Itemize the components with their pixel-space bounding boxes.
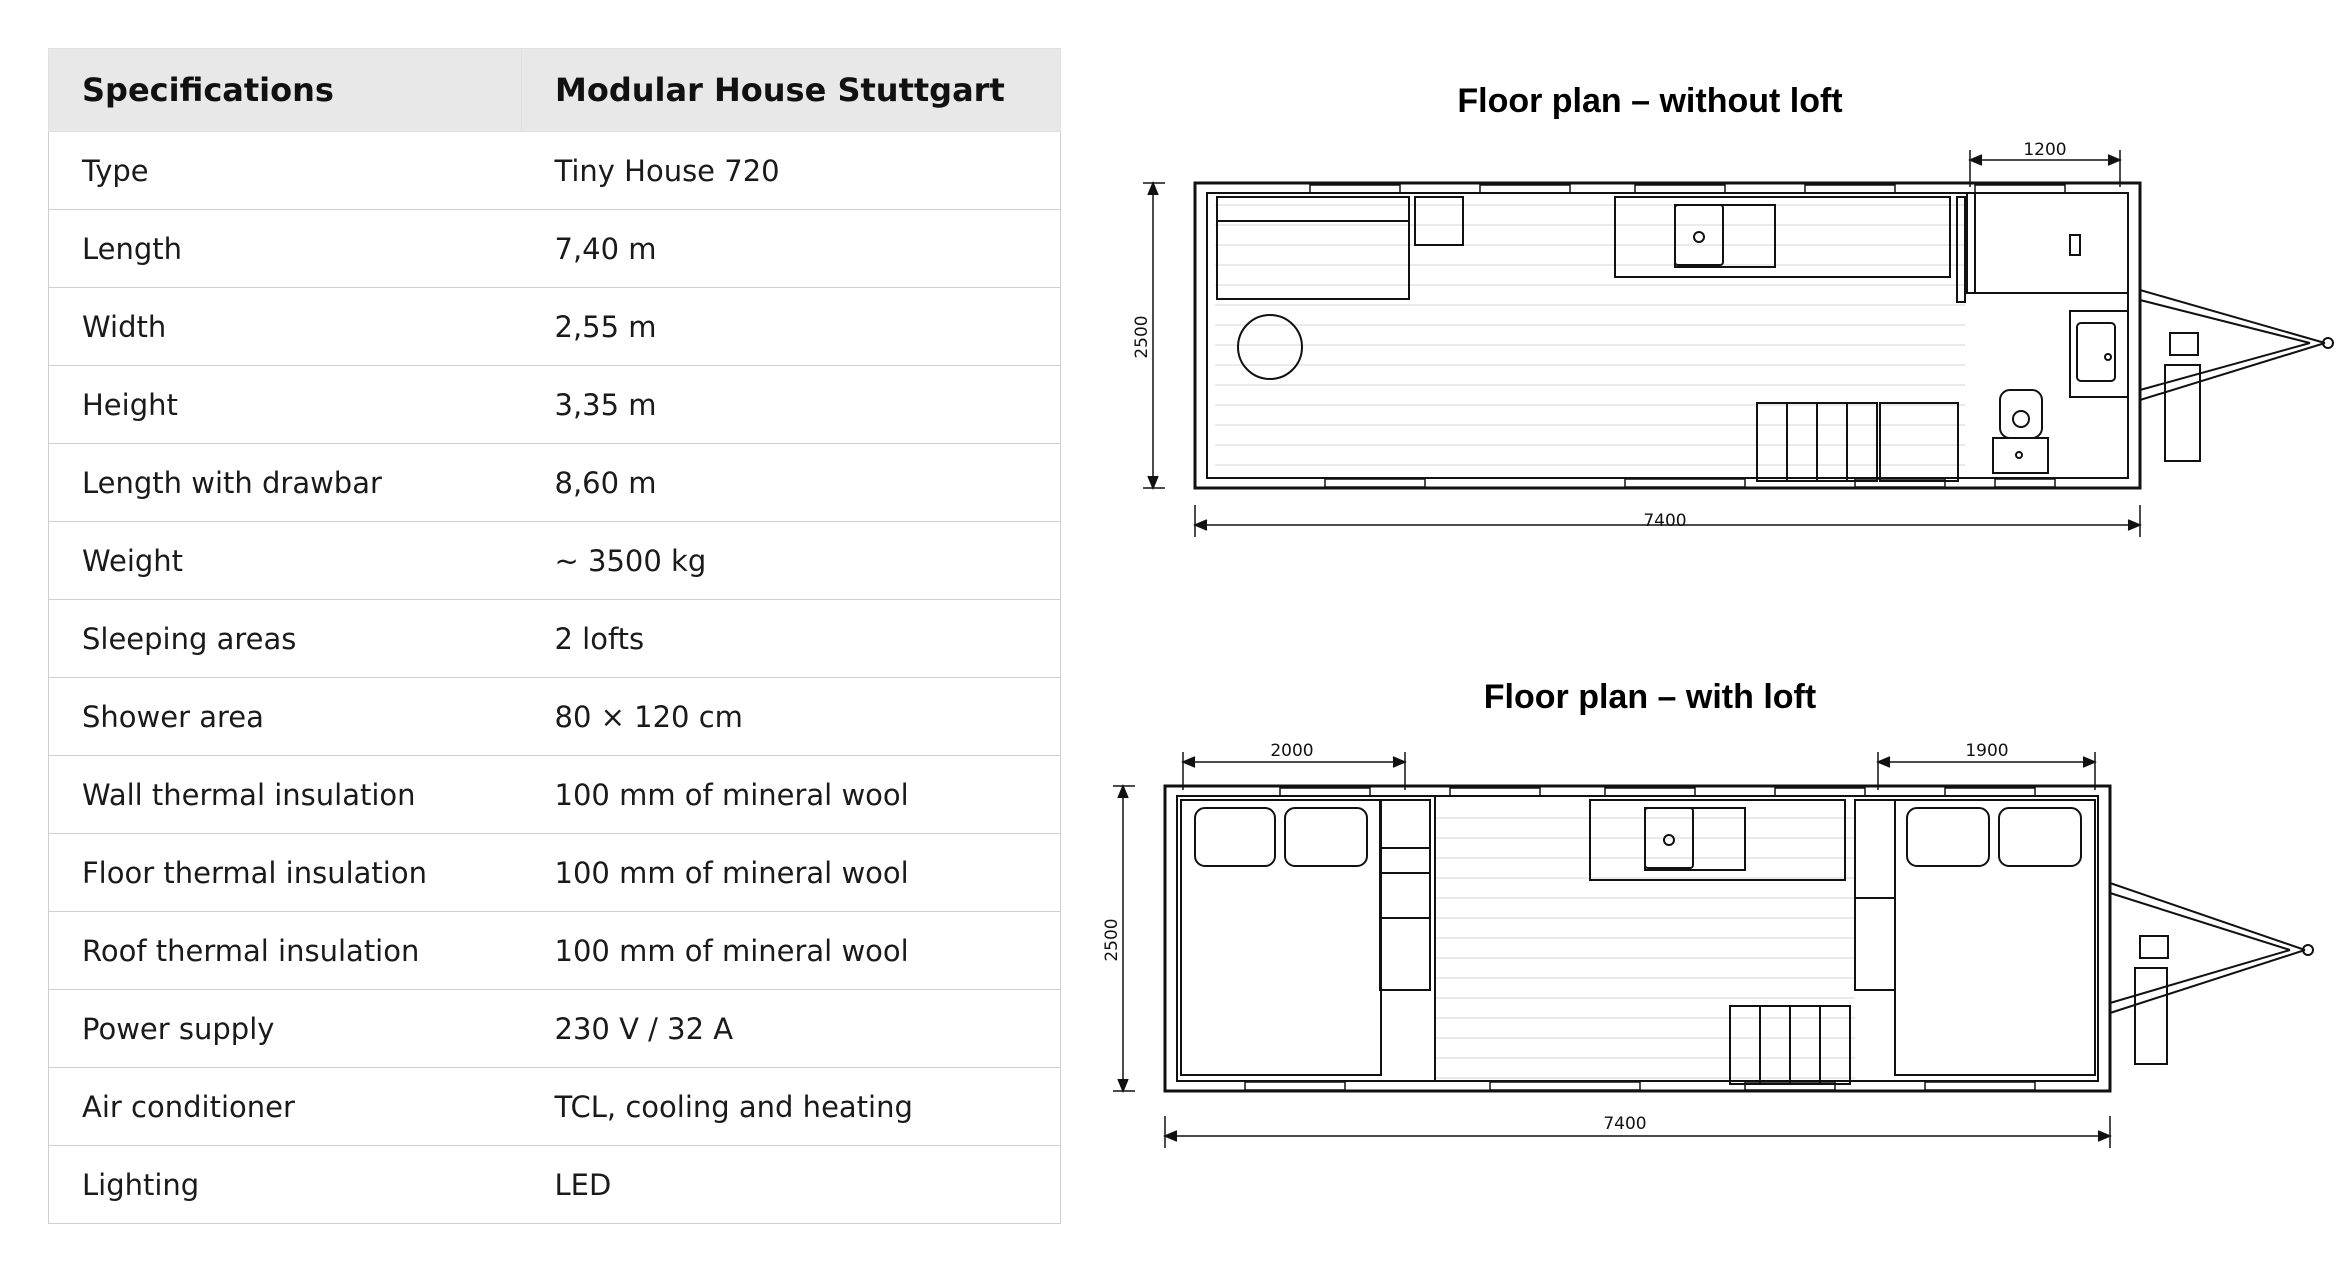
spec-value: 3,35 m — [522, 366, 1061, 444]
spec-value: LED — [522, 1146, 1061, 1224]
spec-value: ~ 3500 kg — [522, 522, 1061, 600]
table-row — [49, 1068, 1061, 1146]
spec-label: Length with drawbar — [49, 444, 522, 522]
table-row — [49, 834, 1061, 912]
plan-title-without-loft: Floor plan – without loft — [1457, 82, 1843, 120]
table-row — [49, 288, 1061, 366]
spec-label: Floor thermal insulation — [49, 834, 522, 912]
table-row — [49, 366, 1061, 444]
dim-loft-left: 2000 — [1270, 741, 1314, 761]
spec-label: Air conditioner — [49, 1068, 522, 1146]
table-row — [49, 210, 1061, 288]
floor-plan-without-loft — [1125, 125, 2340, 555]
dim-loft-right: 1900 — [1965, 741, 2009, 761]
header-specifications: Specifications — [49, 49, 522, 132]
spec-label: Length — [49, 210, 522, 288]
dim-width: 2500 — [1132, 315, 1152, 359]
spec-value: 100 mm of mineral wool — [522, 756, 1061, 834]
spec-value: 100 mm of mineral wool — [522, 834, 1061, 912]
table-row — [49, 522, 1061, 600]
table-row — [49, 1146, 1061, 1224]
dim-width: 2500 — [1102, 918, 1122, 962]
header-model: Modular House Stuttgart — [522, 49, 1061, 132]
spec-value: 2 lofts — [522, 600, 1061, 678]
dim-shower: 1200 — [2023, 140, 2067, 160]
table-row — [49, 990, 1061, 1068]
table-row — [49, 132, 1061, 210]
spec-table — [48, 48, 1061, 1224]
spec-value: 7,40 m — [522, 210, 1061, 288]
table-row — [49, 600, 1061, 678]
dim-length: 7400 — [1643, 511, 1687, 531]
spec-label: Roof thermal insulation — [49, 912, 522, 990]
spec-label: Sleeping areas — [49, 600, 522, 678]
spec-label: Lighting — [49, 1146, 522, 1224]
spec-label: Power supply — [49, 990, 522, 1068]
table-row — [49, 678, 1061, 756]
spec-label: Height — [49, 366, 522, 444]
spec-value: 2,55 m — [522, 288, 1061, 366]
spec-label: Shower area — [49, 678, 522, 756]
spec-label: Weight — [49, 522, 522, 600]
table-row — [49, 444, 1061, 522]
plan-title-with-loft: Floor plan – with loft — [1483, 678, 1817, 716]
spec-label: Type — [49, 132, 522, 210]
spec-value: 8,60 m — [522, 444, 1061, 522]
spec-value: 100 mm of mineral wool — [522, 912, 1061, 990]
spec-label: Wall thermal insulation — [49, 756, 522, 834]
floor-plan-with-loft — [1095, 728, 2335, 1168]
table-header-row — [49, 49, 1061, 132]
table-row — [49, 912, 1061, 990]
spec-value: Tiny House 720 — [522, 132, 1061, 210]
spec-value: TCL, cooling and heating — [522, 1068, 1061, 1146]
spec-value: 80 × 120 cm — [522, 678, 1061, 756]
dim-length: 7400 — [1603, 1114, 1647, 1134]
spec-label: Width — [49, 288, 522, 366]
spec-value: 230 V / 32 A — [522, 990, 1061, 1068]
table-row — [49, 756, 1061, 834]
